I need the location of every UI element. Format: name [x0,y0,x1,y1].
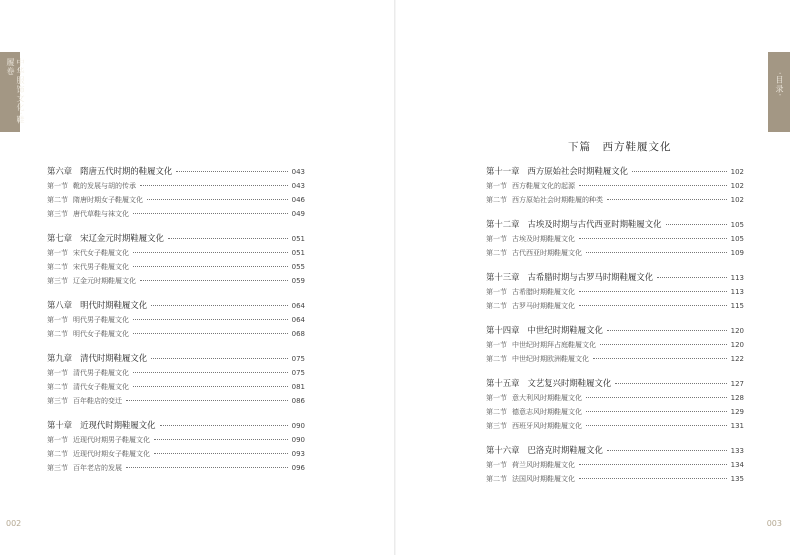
section-number: 第二节 [47,263,68,271]
dot-leader [615,383,726,384]
section-title: 西方鞋履文化的起源 [512,182,575,190]
section-row[interactable] [486,246,744,260]
section-title: 古代西亚时期鞋履文化 [512,249,582,257]
section-row[interactable] [47,274,305,288]
chapter-page: 075 [291,355,305,363]
section-title: 靴的发展与胡的传承 [73,182,136,190]
dot-leader [579,305,727,306]
section-row[interactable] [486,232,744,246]
section-title: 西方原始社会时期鞋履的种类 [512,196,603,204]
section-number: 第一节 [47,249,68,257]
section-page: 068 [291,330,305,338]
dot-leader [579,478,727,479]
chapter-title: 清代时期鞋履文化 [80,353,148,363]
chapter-number: 第十四章 [486,325,520,335]
section-title: 明代女子鞋履文化 [73,330,129,338]
section-row[interactable] [486,299,744,313]
section-title: 百年鞋店的变迁 [73,397,122,405]
dot-leader [126,467,288,468]
dot-leader [607,199,727,200]
dot-leader [586,411,727,412]
dot-leader [632,171,727,172]
section-page: 109 [730,249,744,257]
section-title: 法国风时期鞋履文化 [512,475,575,483]
chapter-title: 古埃及时期与古代西亚时期鞋履文化 [527,219,662,229]
section-row[interactable] [486,193,744,207]
dot-leader [176,171,287,172]
chapter-page: 102 [730,168,744,176]
chapter-number: 第七章 [47,233,73,243]
dot-leader [586,397,727,398]
section-title: 清代男子鞋履文化 [73,369,129,377]
toc-left [47,164,305,485]
section-page: 055 [291,263,305,271]
section-row[interactable] [486,419,744,433]
section-number: 第二节 [486,196,507,204]
section-number: 第二节 [47,196,68,204]
chapter-row[interactable] [486,376,744,391]
dot-leader [607,330,727,331]
section-row[interactable] [486,405,744,419]
chapter-page: 120 [730,327,744,335]
dot-leader [657,277,727,278]
section-row[interactable] [47,246,305,260]
chapter-number: 第十三章 [486,272,520,282]
section-title: 中世纪时期欧洲鞋履文化 [512,355,589,363]
dot-leader [593,358,727,359]
section-page: 090 [291,436,305,444]
chapter-number: 第十章 [47,420,73,430]
section-page: 086 [291,397,305,405]
section-title: 宋代男子鞋履文化 [73,263,129,271]
dot-leader [579,464,727,465]
section-page: 075 [291,369,305,377]
chapter-number: 第十一章 [486,166,520,176]
section-number: 第一节 [486,341,507,349]
section-page: 129 [730,408,744,416]
left-tab-text: 中华服饰文化·鞋履卷 [6,58,25,125]
section-number: 第二节 [486,475,507,483]
section-title: 古埃及时期鞋履文化 [512,235,575,243]
chapter-row[interactable] [47,418,305,433]
chapter-row[interactable] [486,270,744,285]
section-row[interactable] [47,179,305,193]
section-page: 135 [730,475,744,483]
section-title: 西班牙风时期鞋履文化 [512,422,582,430]
chapter-page: 133 [730,447,744,455]
section-row[interactable] [47,447,305,461]
dot-leader [154,453,288,454]
section-number: 第三节 [47,210,68,218]
section-row[interactable] [486,472,744,486]
section-page: 051 [291,249,305,257]
chapter-page: 064 [291,302,305,310]
dot-leader [151,305,288,306]
section-number: 第二节 [486,249,507,257]
section-title: 意大利风时期鞋履文化 [512,394,582,402]
section-number: 第二节 [47,383,68,391]
section-title: 古罗马时期鞋履文化 [512,302,575,310]
chapter-number: 第十六章 [486,445,520,455]
section-page: 059 [291,277,305,285]
chapter-group [47,164,305,221]
dot-leader [133,319,288,320]
section-row[interactable] [47,313,305,327]
section-number: 第一节 [486,394,507,402]
section-page: 131 [730,422,744,430]
section-number: 第一节 [486,182,507,190]
dot-leader [607,450,727,451]
section-number: 第一节 [486,288,507,296]
section-page: 046 [291,196,305,204]
section-number: 第二节 [47,450,68,458]
section-number: 第一节 [47,316,68,324]
section-number: 第一节 [486,461,507,469]
section-title: 明代男子鞋履文化 [73,316,129,324]
right-side-tab [768,52,790,132]
chapter-group [47,231,305,288]
section-page: 081 [291,383,305,391]
section-number: 第三节 [486,422,507,430]
section-number: 第二节 [486,408,507,416]
chapter-page: 105 [730,221,744,229]
chapter-title: 巴洛克时期鞋履文化 [527,445,603,455]
section-number: 第一节 [47,369,68,377]
chapter-row[interactable] [486,217,744,232]
dot-leader [586,425,727,426]
section-row[interactable] [47,394,305,408]
chapter-group [486,164,744,207]
section-row[interactable] [486,338,744,352]
dot-leader [140,280,288,281]
chapter-title: 文艺复兴时期鞋履文化 [527,378,612,388]
section-title: 古希腊时期鞋履文化 [512,288,575,296]
chapter-number: 第十二章 [486,219,520,229]
section-number: 第二节 [47,330,68,338]
section-title: 清代女子鞋履文化 [73,383,129,391]
section-page: 120 [730,341,744,349]
section-page: 096 [291,464,305,472]
section-number: 第三节 [47,277,68,285]
dot-leader [133,266,288,267]
section-number: 第三节 [47,464,68,472]
chapter-title: 古希腊时期与古罗马时期鞋履文化 [527,272,654,282]
section-number: 第一节 [486,235,507,243]
section-page: 115 [730,302,744,310]
chapter-row[interactable] [47,231,305,246]
section-number: 第三节 [47,397,68,405]
chapter-page: 127 [730,380,744,388]
section-number: 第一节 [47,182,68,190]
chapter-group [486,443,744,486]
section-title: 近现代时期女子鞋履文化 [73,450,150,458]
left-side-tab [0,52,25,132]
section-number: 第二节 [486,302,507,310]
section-row[interactable] [486,285,744,299]
dot-leader [579,238,727,239]
dot-leader [133,252,288,253]
section-page: 064 [291,316,305,324]
section-row[interactable] [47,327,305,341]
chapter-row[interactable] [47,164,305,179]
toc-right [486,164,744,496]
chapter-title: 中世纪时期鞋履文化 [527,325,603,335]
dot-leader [160,425,288,426]
section-page: 093 [291,450,305,458]
section-title: 近现代时期男子鞋履文化 [73,436,150,444]
section-row[interactable] [486,458,744,472]
dot-leader [151,358,288,359]
section-page: 102 [730,196,744,204]
chapter-title: 西方原始社会时期鞋履文化 [527,166,628,176]
section-number: 第二节 [486,355,507,363]
chapter-row[interactable] [486,164,744,179]
section-title: 德意志风时期鞋履文化 [512,408,582,416]
section-row[interactable] [47,207,305,221]
section-title: 中世纪时期拜占庭鞋履文化 [512,341,596,349]
section-page: 049 [291,210,305,218]
section-page: 105 [730,235,744,243]
dot-leader [154,439,288,440]
right-tab-text: ·目录· [775,72,784,98]
section-row[interactable] [47,260,305,274]
chapter-group [486,270,744,313]
dot-leader [666,224,727,225]
chapter-page: 043 [291,168,305,176]
chapter-number: 第十五章 [486,378,520,388]
chapter-page: 051 [291,235,305,243]
chapter-title: 明代时期鞋履文化 [80,300,148,310]
section-row[interactable] [47,433,305,447]
page-number-left: 002 [6,519,22,528]
chapter-number: 第九章 [47,353,73,363]
chapter-number: 第八章 [47,300,73,310]
chapter-group [47,298,305,341]
dot-leader [147,199,288,200]
chapter-row[interactable] [47,351,305,366]
dot-leader [579,291,727,292]
chapter-group [47,351,305,408]
dot-leader [133,372,288,373]
chapter-title: 近现代时期鞋履文化 [80,420,156,430]
dot-leader [579,185,727,186]
chapter-row[interactable] [47,298,305,313]
section-page: 102 [730,182,744,190]
section-row[interactable] [47,380,305,394]
part-title: 下篇 西方鞋履文化 [568,141,672,153]
section-row[interactable] [486,391,744,405]
dot-leader [586,252,727,253]
section-page: 134 [730,461,744,469]
section-page: 113 [730,288,744,296]
section-title: 隋唐时期女子鞋履文化 [73,196,143,204]
section-title: 唐代草鞋与袜文化 [73,210,129,218]
section-row[interactable] [47,366,305,380]
chapter-group [486,323,744,366]
section-page: 122 [730,355,744,363]
section-number: 第一节 [47,436,68,444]
section-row[interactable] [486,179,744,193]
chapter-title: 宋辽金元时期鞋履文化 [80,233,164,243]
dot-leader [133,386,288,387]
chapter-page: 113 [730,274,744,282]
section-title: 荷兰风时期鞋履文化 [512,461,575,469]
chapter-row[interactable] [486,323,744,338]
section-page: 128 [730,394,744,402]
chapter-row[interactable] [486,443,744,458]
section-row[interactable] [47,193,305,207]
book-gutter [394,0,396,555]
section-row[interactable] [47,461,305,475]
section-title: 百年老店的发展 [73,464,122,472]
section-page: 043 [291,182,305,190]
section-title: 辽金元时期鞋履文化 [73,277,136,285]
chapter-group [486,217,744,260]
dot-leader [140,185,288,186]
chapter-title: 隋唐五代时期的鞋履文化 [80,166,173,176]
chapter-group [486,376,744,433]
dot-leader [133,333,288,334]
chapter-group [47,418,305,475]
section-row[interactable] [486,352,744,366]
dot-leader [168,238,288,239]
chapter-number: 第六章 [47,166,73,176]
dot-leader [133,213,288,214]
dot-leader [600,344,727,345]
page-number-right: 003 [766,519,782,528]
section-title: 宋代女子鞋履文化 [73,249,129,257]
dot-leader [126,400,288,401]
chapter-page: 090 [291,422,305,430]
